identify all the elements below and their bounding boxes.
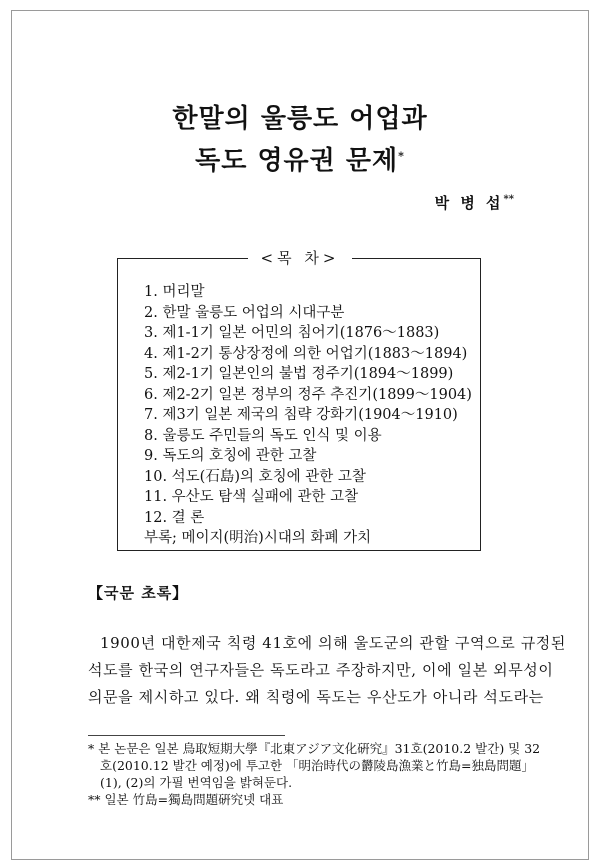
toc-item: 10. 석도(石島)의 호칭에 관한 고찰 [144, 468, 366, 485]
toc-item: 8. 울릉도 주민들의 독도 인식 및 이용 [144, 427, 382, 444]
toc-heading: <목 차> [248, 247, 352, 268]
footnote-divider [88, 735, 285, 736]
abstract-line: 의문을 제시하고 있다. 왜 칙령에 독도는 우산도가 아니라 석도라는 [88, 688, 544, 706]
toc-item: 1. 머리말 [144, 284, 205, 300]
footnote-1: * 본 논문은 일본 鳥取短期大學『北東アジア文化硏究』31호(2010.2 발간) 및 32 [88, 741, 541, 756]
toc-item: 11. 우산도 탐색 실패에 관한 고찰 [144, 489, 359, 505]
footnote-2: ** 일본 竹島=獨島問題硏究넷 대표 [88, 792, 284, 807]
abstract-line: 석도를 한국의 연구자들은 독도라고 주장하지만, 이에 일본 외무성이 [88, 661, 554, 679]
title-line-2: 독도 영유권 문제* [195, 146, 405, 176]
abstract-line: 1900년 대한제국 칙령 41호에 의해 울도군의 관할 구역으로 규정된 [100, 634, 566, 652]
toc-list [144, 282, 472, 549]
toc-item: 12. 결 론 [144, 509, 205, 526]
toc-item: 3. 제1-1기 일본 어민의 침어기(1876～1883) [144, 325, 440, 341]
author-footnote-marker: ** [503, 194, 514, 205]
footnote-1-continuation: (1), (2)의 가필 번역임을 밝혀둔다. [100, 775, 293, 790]
toc-item: 부록; 메이지(明治)시대의 화폐 가치 [144, 530, 372, 546]
toc-item: 6. 제2-2기 일본 정부의 정주 추진기(1899～1904) [144, 386, 472, 403]
title-line-1: 한말의 울릉도 어업과 [172, 104, 428, 134]
toc-item: 5. 제2-1기 일본인의 불법 정주기(1894～1899) [144, 366, 454, 382]
title-footnote-marker: * [398, 149, 405, 163]
toc-item: 4. 제1-2기 통상장정에 의한 어업기(1883～1894) [144, 345, 468, 362]
footnote-1-continuation: 호(2010.12 발간 예정)에 투고한 「明治時代の欝陵島漁業と竹島=独島問題」 [100, 758, 534, 773]
author-name: 박 병 섭** [434, 194, 514, 212]
abstract-label: 【국문 초록】 [88, 584, 189, 602]
toc-item: 9. 독도의 호칭에 관한 고찰 [144, 448, 317, 464]
toc-item: 2. 한말 울릉도 어업의 시대구분 [144, 304, 345, 321]
toc-item: 7. 제3기 일본 제국의 침략 강화기(1904～1910) [144, 407, 458, 423]
